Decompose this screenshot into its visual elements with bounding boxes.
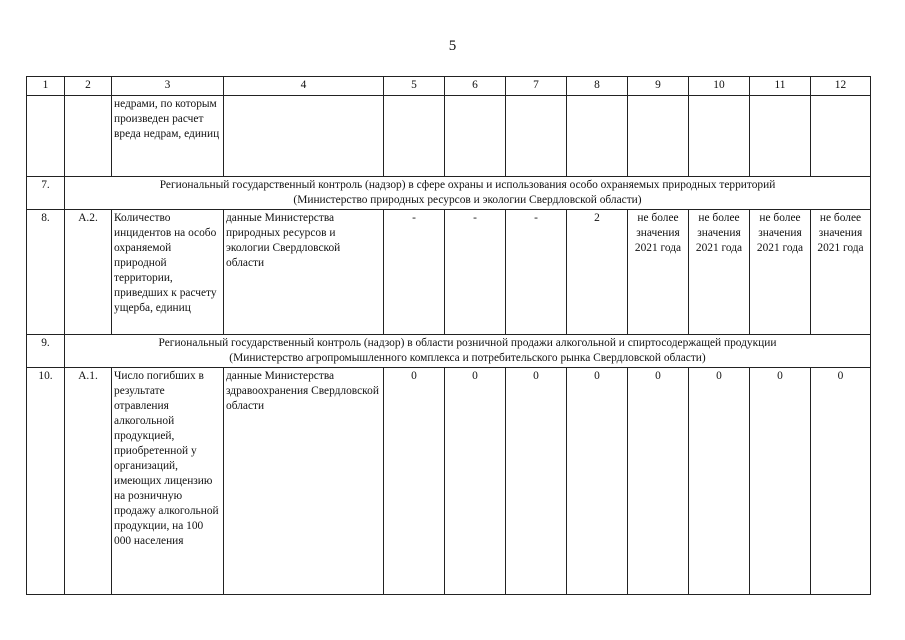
page-number: 5 bbox=[448, 38, 457, 54]
section-title-line: (Министерство природных ресурсов и экологии Свердловской области) bbox=[293, 194, 642, 206]
value-cell: - bbox=[384, 210, 445, 335]
value-cell: - bbox=[445, 210, 506, 335]
row-number: 9. bbox=[27, 335, 65, 368]
data-source-cell: данные Министерства природных ресурсов и экологии Свердловской области bbox=[224, 210, 384, 335]
indicator-code: А.1. bbox=[65, 368, 112, 595]
cell-empty bbox=[750, 96, 811, 177]
section-title bbox=[65, 335, 871, 368]
cell-empty bbox=[27, 96, 65, 177]
value-cell: 0 bbox=[689, 368, 750, 595]
cell-empty bbox=[65, 96, 112, 177]
cell-empty bbox=[628, 96, 689, 177]
section-title-line: Региональный государственный контроль (надзор) в области розничной продажи алкогольной и спиртосодержащей продукции bbox=[158, 337, 777, 349]
value-cell: не более значения 2021 года bbox=[811, 210, 871, 335]
header-cell: 1 bbox=[27, 77, 65, 96]
value-cell: не более значения 2021 года bbox=[628, 210, 689, 335]
row-number: 10. bbox=[27, 368, 65, 595]
value-cell: 2 bbox=[567, 210, 628, 335]
cell-empty bbox=[506, 96, 567, 177]
indicator-name-cell: Число погибших в результате отравления алкогольной продукцией, приобретенной у организаций, имеющих лицензию на розничную продажу алкогольной продукции, на 100 000 населения bbox=[112, 368, 224, 595]
section-title-line: Региональный государственный контроль (надзор) в сфере охраны и использования особо охраняемых природных территорий bbox=[159, 179, 776, 191]
value-cell: 0 bbox=[750, 368, 811, 595]
cell-empty bbox=[224, 96, 384, 177]
section-row-7 bbox=[27, 177, 871, 210]
value-cell: 0 bbox=[445, 368, 506, 595]
section-row-9 bbox=[27, 335, 871, 368]
cell-empty bbox=[811, 96, 871, 177]
section-title-line: (Министерство агропромышленного комплекса и потребительского рынка Свердловской области) bbox=[229, 352, 706, 364]
indicator-table bbox=[26, 76, 871, 595]
header-cell: 2 bbox=[65, 77, 112, 96]
value-cell: не более значения 2021 года bbox=[750, 210, 811, 335]
row-number: 8. bbox=[27, 210, 65, 335]
header-cell: 3 bbox=[112, 77, 224, 96]
cell-empty bbox=[384, 96, 445, 177]
table-row-10 bbox=[27, 368, 871, 595]
cell-empty bbox=[689, 96, 750, 177]
section-title bbox=[65, 177, 871, 210]
value-cell: 0 bbox=[811, 368, 871, 595]
header-cell: 8 bbox=[567, 77, 628, 96]
header-cell: 9 bbox=[628, 77, 689, 96]
value-cell: 0 bbox=[567, 368, 628, 595]
table-row-continuation bbox=[27, 96, 871, 177]
cell-empty bbox=[445, 96, 506, 177]
indicator-code: А.2. bbox=[65, 210, 112, 335]
header-cell: 4 bbox=[224, 77, 384, 96]
header-cell: 6 bbox=[445, 77, 506, 96]
header-cell: 11 bbox=[750, 77, 811, 96]
header-cell: 7 bbox=[506, 77, 567, 96]
value-cell: - bbox=[506, 210, 567, 335]
header-row bbox=[27, 77, 871, 96]
header-cell: 5 bbox=[384, 77, 445, 96]
row-number: 7. bbox=[27, 177, 65, 210]
value-cell: 0 bbox=[384, 368, 445, 595]
header-cell: 12 bbox=[811, 77, 871, 96]
data-source-cell: данные Министерства здравоохранения Свердловской области bbox=[224, 368, 384, 595]
value-cell: 0 bbox=[506, 368, 567, 595]
table-row-8 bbox=[27, 210, 871, 335]
value-cell: не более значения 2021 года bbox=[689, 210, 750, 335]
value-cell: 0 bbox=[628, 368, 689, 595]
header-cell: 10 bbox=[689, 77, 750, 96]
indicator-name-cell: недрами, по которым произведен расчет вреда недрам, единиц bbox=[112, 96, 224, 177]
indicator-name-cell: Количество инцидентов на особо охраняемой природной территории, приведших к расчету ущерба, единиц bbox=[112, 210, 224, 335]
cell-empty bbox=[567, 96, 628, 177]
